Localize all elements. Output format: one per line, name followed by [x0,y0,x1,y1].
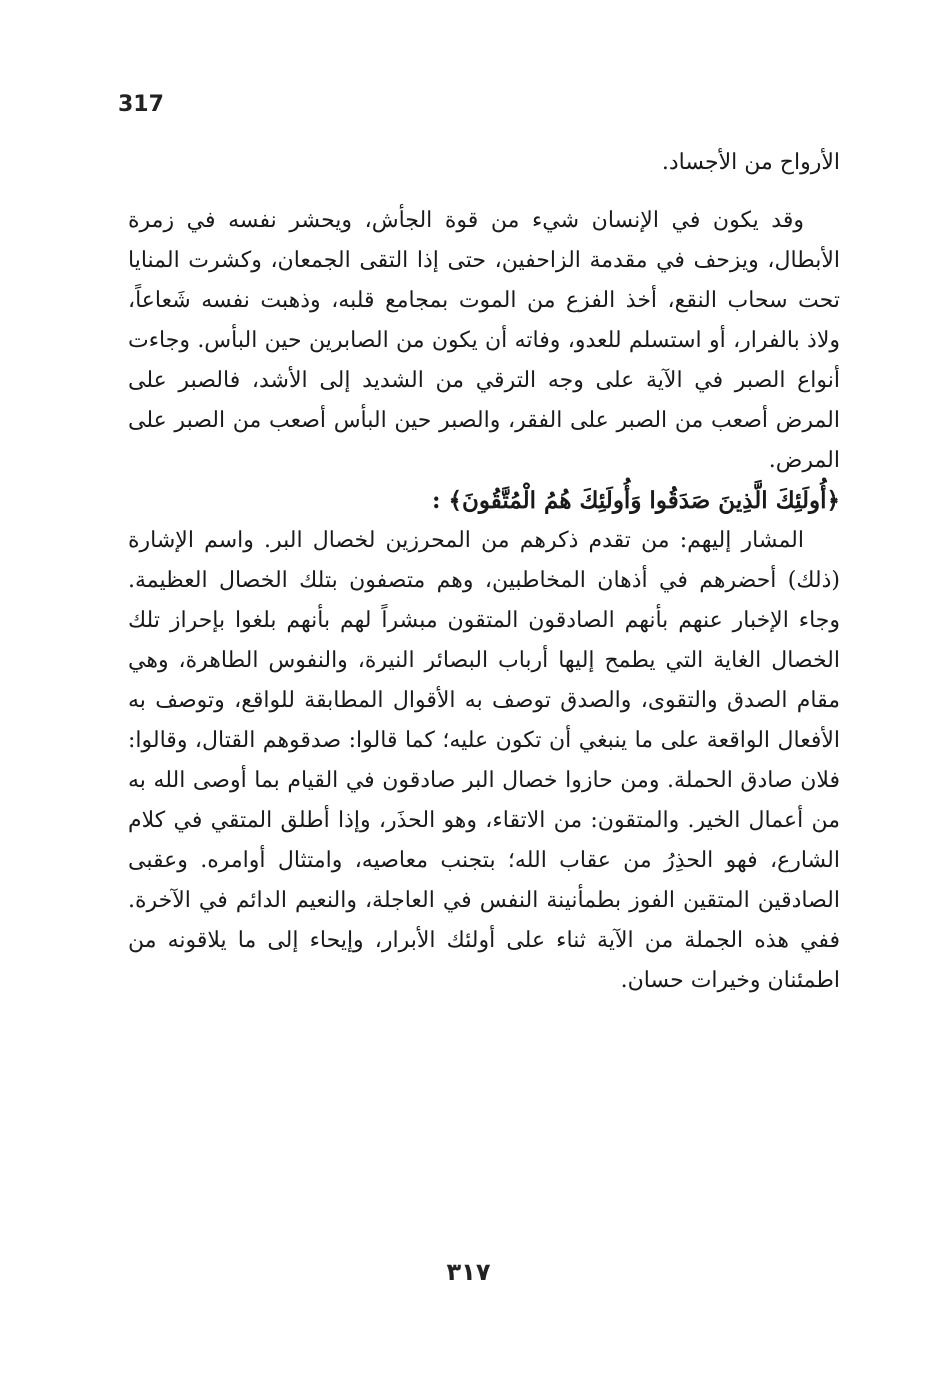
page-number-bottom: ٣١٧ [446,1258,491,1286]
paragraph-2: المشار إليهم: من تقدم ذكرهم من المحرزين لخصال البر. واسم الإشارة (ذلك) أحضرهم في أذهان المخاطبين، وهم متصفون بتلك الخصال العظيمة. وجاء الإخبار عنهم بأنهم الصادقون المتقون مبشراً لهم بأنهم بلغوا بإحراز تلك الخصال الغاية التي يطمح إليها أرباب البصائر النيرة، والنفوس الطاهرة، وهي مقام الصدق والتقوى، والصدق توصف به الأقوال المطابقة للواقع، وتوصف به الأفعال الواقعة على ما ينبغي أن تكون عليه؛ كما قالوا: صدقوهم القتال، وقالوا: فلان صادق الحملة. ومن حازوا خصال البر صادقون في القيام بما أوصى الله به من أعمال الخير. والمتقون: من الاتقاء، وهو الحذَر، وإذا أطلق المتقي في كلام الشارع، فهو الحذِرُ من عقاب الله؛ بتجنب معاصيه، وامتثال أوامره. وعقبى الصادقين المتقين الفوز بطمأنينة النفس في العاجلة، والنعيم الدائم في الآخرة. ففي هذه الجملة من الآية ثناء على أولئك الأبرار، وإيحاء إلى ما يلاقونه من اطمئنان وخيرات حسان. [128,528,840,993]
opening-line: الأرواح من الأجساد. [661,150,840,175]
verse-text: ﴿أُولَئِكَ الَّذِينَ صَدَقُوا وَأُولَئِكَ هُمُ الْمُتَّقُونَ﴾ [448,487,840,514]
page-number-top: 317 [118,92,164,117]
body-text [128,143,840,1001]
verse-heading [128,481,840,521]
paragraph-1: وقد يكون في الإنسان شيء من قوة الجأش، ويحشر نفسه في زمرة الأبطال، ويزحف في مقدمة الزاحفين، حتى إذا التقى الجمعان، وكشرت المنايا تحت سحاب النقع، أخذ الفزع من الموت بمجامع قلبه، وذهبت نفسه شَعاعاً، ولاذ بالفرار، أو استسلم للعدو، وفاته أن يكون من الصابرين حين البأس. وجاءت أنواع الصبر في الآية على وجه الترقي من الشديد إلى الأشد، فالصبر على المرض أصعب من الصبر على الفقر، والصبر حين البأس أصعب من الصبر على المرض. [128,208,840,473]
verse-suffix: : [432,487,441,514]
